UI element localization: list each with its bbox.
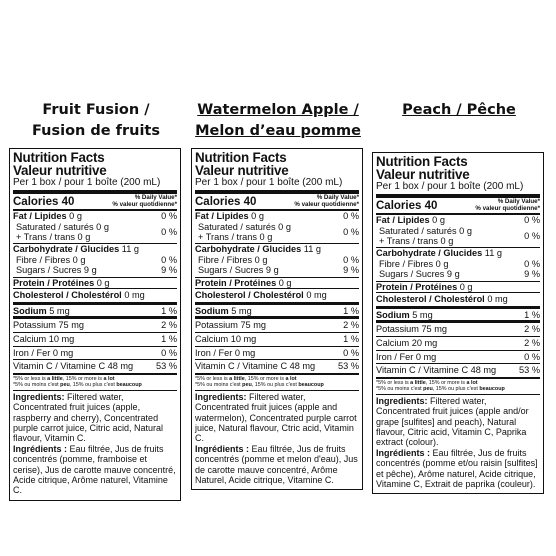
potassium-label: Potassium 75 mg [13,320,84,331]
sodium-label: Sodium [195,305,229,316]
daily-value-footnote [376,377,540,395]
ingredients-en [376,396,540,448]
daily-value-header [294,195,359,208]
cholesterol-row [195,289,359,303]
vitamin-c-row [13,360,177,373]
protein-row [376,282,540,294]
nutrition-facts-title: Nutrition Facts [195,150,287,165]
valeur-nutritive-title: Valeur nutritive [376,166,470,182]
product-heading-line: Peach / Pêche [402,102,516,118]
nutrition-facts-panel [372,152,544,494]
sugars-dv: 9 % [161,265,177,276]
sodium-row [376,307,540,324]
potassium-label: Potassium 75 mg [376,324,447,335]
cholesterol-value: 0 mg [124,290,145,301]
trans-label: + Trans / trans 0 g [16,232,91,243]
nutrition-facts-title: Nutrition Facts [376,154,468,169]
calories-label: Calories 40 [13,196,75,208]
carb-value: 11 g [303,244,321,255]
ingredients-fr-text: Eau filtrée, Jus de fruits concentrés (pomme et melon d'eau), Jus de carotte mauve concentré, Arôme Naturel, Acide citrique, Vitamine C. [195,443,358,486]
iron-row [376,351,540,365]
sugars-label: Sugars / Sucres 9 g [379,269,460,280]
footnote-fr: *5% ou moins c'est peu, 15% ou plus c'est beaucoup [376,386,505,393]
potassium-dv: 2 % [524,324,540,335]
cholesterol-label: Cholesterol / Cholestérol [195,290,304,301]
sodium-row [13,303,177,320]
calcium-label: Calcium 20 mg [376,337,438,348]
fibre-dv: 0 % [343,254,359,265]
potassium-dv: 2 % [343,320,359,331]
ingredients-fr [376,448,540,490]
potassium-row [13,319,177,333]
footnote-fr: *5% ou moins c'est peu, 15% ou plus c'est beaucoup [195,382,324,389]
cholesterol-row [376,293,540,307]
nutrition-facts-panel [9,148,181,501]
daily-value-header [112,195,177,208]
carbohydrate-row [376,248,540,259]
trans-label: + Trans / trans 0 g [379,236,454,247]
vitamin-c-label: Vitamin C / Vitamine C 48 mg [195,361,316,372]
protein-row [13,278,177,290]
product-heading-line: Watermelon Apple / [197,102,359,118]
fibre-dv: 0 % [161,254,177,265]
saturated-trans-row [195,222,359,243]
protein-label: Protein / Protéines [13,277,95,288]
vitamin-c-label: Vitamin C / Vitamine C 48 mg [376,365,497,376]
product-heading [9,100,183,142]
fat-value: 0 g [251,211,264,221]
ingredients-fr [13,444,177,496]
ingredients-en [13,392,177,444]
calcium-row [13,333,177,347]
sodium-dv: 1 % [343,305,359,316]
saturated-label: Saturated / saturés 0 g [198,221,291,232]
dv-header-en: % Daily Value* [134,194,177,201]
calcium-row [195,333,359,347]
potassium-row [376,323,540,337]
ingredients-fr-text: Eau filtrée, Jus de fruits concentrés (pomme et/ou raisin [sulfites] et pêche), Arôme naturel, Acide citrique, Vitamine C, Extrait de paprika (couleur). [376,447,538,490]
footnote-en: *5% or less is a little, 15% or more is a lot [195,375,297,382]
daily-value-footnote [13,373,177,391]
fat-row [13,211,177,222]
protein-value: 0 g [96,277,110,288]
fibre-label: Fibre / Fibres 0 g [379,258,449,269]
potassium-dv: 2 % [161,320,177,331]
carb-value: 11 g [121,244,139,255]
carbohydrate-group [376,248,540,281]
cholesterol-row [13,289,177,303]
saturated-trans-row [13,222,177,243]
ingredients-fr-label: Ingrédients : [195,443,250,454]
vitamin-c-dv: 53 % [156,361,177,372]
potassium-label: Potassium 75 mg [195,320,266,331]
calories-label: Calories 40 [376,200,438,212]
calcium-row [376,337,540,351]
calcium-dv: 1 % [161,333,177,344]
calories-row [195,194,359,211]
protein-label: Protein / Protéines [195,277,277,288]
calcium-label: Calcium 10 mg [195,333,257,344]
sugars-dv: 9 % [343,265,359,276]
ingredients-block [195,391,359,486]
potassium-row [195,319,359,333]
protein-value: 0 g [459,281,473,292]
iron-row [13,347,177,361]
iron-label: Iron / Fer 0 mg [376,351,437,362]
carb-value: 11 g [484,248,502,259]
calories-row [13,194,177,211]
sodium-value: 5 mg [231,305,252,316]
fibre-dv: 0 % [524,258,540,269]
dv-header-en: % Daily Value* [497,198,540,205]
ingredients-text: Filtered water, Concentrated fruit juices (apple and watermelon), Concentrated purple carrot juice, Natural flavour, Ctric acid, Vitamin C. [195,391,357,444]
ingredients-block [13,391,177,496]
valeur-nutritive-title: Valeur nutritive [195,162,289,178]
fat-group [195,211,359,244]
carb-label: Carbohydrate / Glucides [195,244,302,255]
fat-label: Fat / Lipides [195,211,249,221]
fat-dv: 0 % [343,211,359,221]
fat-dv: 0 % [524,215,540,225]
protein-row [195,278,359,290]
ingredients-label: Ingredients: [195,391,247,402]
iron-dv: 0 % [343,347,359,358]
iron-dv: 0 % [161,347,177,358]
dv-header-en: % Daily Value* [316,194,359,201]
carb-label: Carbohydrate / Glucides [13,244,120,255]
vitamin-c-row [195,360,359,373]
sodium-row [195,303,359,320]
calories-row [376,198,540,215]
carb-label: Carbohydrate / Glucides [376,248,483,259]
daily-value-footnote [195,373,359,391]
daily-value-header [475,199,540,212]
serving-size: Per 1 box / pour 1 boîte (200 mL) [13,177,177,194]
product-heading [191,100,365,142]
cholesterol-label: Cholesterol / Cholestérol [376,294,485,305]
fibre-label: Fibre / Fibres 0 g [198,254,268,265]
ingredients-fr-label: Ingrédients : [13,443,68,454]
sodium-value: 5 mg [412,309,433,320]
nutrition-facts-title: Nutrition Facts [13,150,105,165]
fibre-row [376,259,540,270]
product-heading-line: Fusion de fruits [31,123,160,139]
sodium-dv: 1 % [161,305,177,316]
protein-value: 0 g [278,277,292,288]
saturated-trans-dv: 0 % [161,226,177,237]
ingredients-block [376,395,540,490]
vitamin-c-row [376,364,540,377]
serving-size: Per 1 box / pour 1 boîte (200 mL) [195,177,359,194]
cholesterol-label: Cholesterol / Cholestérol [13,290,122,301]
cholesterol-value: 0 mg [487,294,508,305]
valeur-nutritive-title: Valeur nutritive [13,162,107,178]
ingredients-en [195,392,359,444]
fat-row [195,211,359,222]
calcium-label: Calcium 10 mg [13,333,75,344]
footnote-en: *5% or less is a little, 15% or more is a lot [13,375,115,382]
ingredients-text: Filtered water, Concentrated fruit juices (apple, raspberry and cherry), Concentrated purple carrot juice, Citric acid, Natural flavour, Vitamin C. [13,391,164,444]
fat-dv: 0 % [161,211,177,221]
dv-header-fr: % valeur quotidienne* [294,200,359,208]
fibre-row [195,255,359,266]
ingredients-label: Ingredients: [376,395,428,406]
fat-group [13,211,177,244]
protein-label: Protein / Protéines [376,281,458,292]
fat-label: Fat / Lipides [376,215,430,225]
carbohydrate-row [195,244,359,255]
fat-value: 0 g [69,211,82,221]
trans-label: + Trans / trans 0 g [198,232,273,243]
calcium-dv: 2 % [524,337,540,348]
ingredients-label: Ingredients: [13,391,65,402]
vitamin-c-dv: 53 % [338,361,359,372]
fat-row [376,215,540,226]
ingredients-fr [195,444,359,486]
ingredients-text: Filtered water, Concentrated fruit juices (apple and/or grape [sulfites] and peach), Natural flavour, Citric acid, Vitamin C, Paprika extract (colour). [376,395,529,448]
iron-row [195,347,359,361]
saturated-trans-dv: 0 % [343,226,359,237]
fat-group [376,215,540,248]
sugars-row [376,269,540,280]
fat-label: Fat / Lipides [13,211,67,221]
fat-value: 0 g [432,215,445,225]
serving-size: Per 1 box / pour 1 boîte (200 mL) [376,181,540,198]
sodium-value: 5 mg [49,305,70,316]
sugars-dv: 9 % [524,269,540,280]
carbohydrate-group [195,244,359,277]
dv-header-fr: % valeur quotidienne* [475,204,540,212]
sodium-dv: 1 % [524,309,540,320]
iron-label: Iron / Fer 0 mg [195,347,256,358]
sodium-label: Sodium [376,309,410,320]
ingredients-fr-label: Ingrédients : [376,447,431,458]
saturated-label: Saturated / saturés 0 g [379,225,472,236]
sugars-row [13,265,177,276]
sugars-label: Sugars / Sucres 9 g [198,265,279,276]
iron-label: Iron / Fer 0 mg [13,347,74,358]
dv-header-fr: % valeur quotidienne* [112,200,177,208]
footnote-en: *5% or less is a little, 15% or more is a lot [376,379,478,386]
carbohydrate-group [13,244,177,277]
calories-label: Calories 40 [195,196,257,208]
sodium-label: Sodium [13,305,47,316]
saturated-trans-row [376,226,540,247]
calcium-dv: 1 % [343,333,359,344]
fibre-row [13,255,177,266]
saturated-trans-dv: 0 % [524,230,540,241]
product-heading [372,100,546,121]
carbohydrate-row [13,244,177,255]
product-heading-line: Melon d’eau pomme [195,123,361,139]
product-heading-line: Fruit Fusion / [42,102,150,118]
nutrition-facts-panel [191,148,363,490]
sugars-label: Sugars / Sucres 9 g [16,265,97,276]
cholesterol-value: 0 mg [306,290,327,301]
vitamin-c-dv: 53 % [519,365,540,376]
vitamin-c-label: Vitamin C / Vitamine C 48 mg [13,361,134,372]
ingredients-fr-text: Eau filtrée, Jus de fruits concentrés (pomme, framboise et cerise), Jus de carotte mauve concentré, Acide citrique, Arôme naturel, Vitamine C. [13,443,176,496]
fibre-label: Fibre / Fibres 0 g [16,254,86,265]
saturated-label: Saturated / saturés 0 g [16,221,109,232]
iron-dv: 0 % [524,351,540,362]
sugars-row [195,265,359,276]
footnote-fr: *5% ou moins c'est peu, 15% ou plus c'est beaucoup [13,382,142,389]
